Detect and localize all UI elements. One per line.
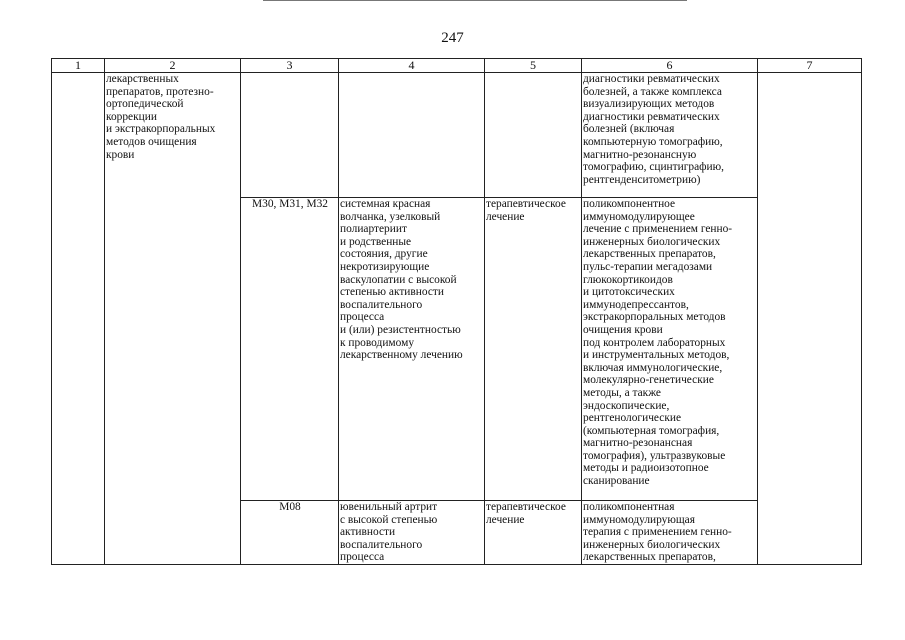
row-col3: М08 — [241, 501, 339, 565]
header-col-1: 1 — [52, 59, 105, 73]
row-col6: диагностики ревматических болезней, а также комплекса визуализирующих методов диагностики ревматических болезней (включая компьютерную томографию, магнитно-резонансную томографию, сцинтиграфию, рентгенденситометрию) — [582, 73, 758, 198]
header-col-3: 3 — [241, 59, 339, 73]
row-col3 — [241, 73, 339, 198]
row-col6: поликомпонентное иммуномодулирующее лечение с применением генно- инженерных биологических лекарственных препаратов, пульс-терапии мегадозами глюкокортикоидов и цитотоксических иммунодепрессантов, экстракорпоральных методов очищения крови под контролем лабораторных и инструментальных методов, включая иммунологические, молекулярно-генетические методы, а также эндоскопические, рентгенологические (компьютерная томография, магнитно-резонансная томография), ультразвуковые методы и радиоизотопное сканирование — [582, 198, 758, 501]
row-col4: системная красная волчанка, узелковый полиартериит и родственные состояния, другие некротизирующие васкулопатии с высокой степенью активности воспалительного процесса и (или) резистентностью к проводимому лекарственному лечению — [339, 198, 485, 501]
row-col6: поликомпонентная иммуномодулирующая терапия с применением генно- инженерных биологических лекарственных препаратов, — [582, 501, 758, 565]
row-col5: терапевтическое лечение — [485, 501, 582, 565]
row-col4 — [339, 73, 485, 198]
row-col3: М30, М31, М32 — [241, 198, 339, 501]
header-col-6: 6 — [582, 59, 758, 73]
row-col2: лекарственных препаратов, протезно- ортопедической коррекции и экстракорпоральных методов очищения крови — [105, 73, 241, 565]
header-col-5: 5 — [485, 59, 582, 73]
row-col5: терапевтическое лечение — [485, 198, 582, 501]
header-col-2: 2 — [105, 59, 241, 73]
row-col4: ювенильный артрит с высокой степенью активности воспалительного процесса — [339, 501, 485, 565]
row-col7 — [758, 73, 862, 565]
top-rule — [263, 0, 687, 1]
header-col-7: 7 — [758, 59, 862, 73]
header-row — [52, 59, 862, 73]
page-number: 247 — [441, 30, 464, 46]
row-col1 — [52, 73, 105, 565]
table-row — [52, 73, 862, 198]
treatment-table — [51, 58, 862, 565]
row-col5 — [485, 73, 582, 198]
header-col-4: 4 — [339, 59, 485, 73]
